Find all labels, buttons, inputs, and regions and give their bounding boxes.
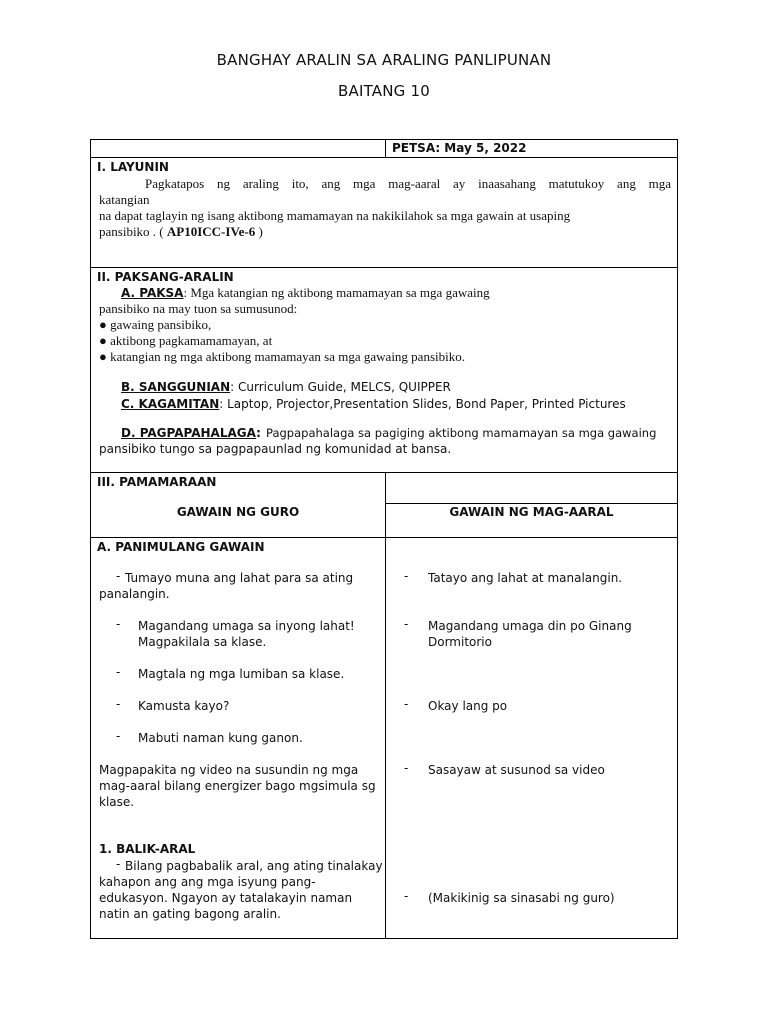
objectives-line-4-end: ) — [255, 224, 263, 239]
references-line — [121, 378, 626, 395]
grade-level: BAITANG 10 — [338, 82, 430, 100]
teacher-dash-1: - — [116, 569, 121, 583]
procedure-heading: III. PAMAMARAAN — [97, 475, 217, 489]
review-heading: 1. BALIK-ARAL — [99, 842, 196, 856]
values-colon: : — [256, 426, 261, 440]
review-line-1: Bilang pagbabalik aral, ang ating tinalakay — [125, 859, 383, 873]
review-line-2: kahapon ang ang mga isyung pang- — [99, 875, 316, 889]
topic-line-2: pansibiko na may tuon sa sumusunod: — [99, 301, 298, 316]
date-row-blank-cell — [91, 140, 386, 157]
competency-code: AP10ICC-IVe-6 — [166, 224, 256, 239]
objectives-section — [91, 158, 677, 268]
teacher-activities-cell — [91, 538, 386, 938]
date-cell: PETSA: May 5, 2022 — [392, 141, 527, 155]
references-label: B. SANGGUNIAN — [121, 380, 231, 394]
procedure-student-header-cell — [386, 503, 677, 537]
review-line-4: natin an gating bagong aralin. — [99, 907, 281, 921]
video-energizer-line-1: Magpapakita ng video na susundin ng mga — [99, 763, 359, 777]
teacher-item-4: Kamusta kayo? — [138, 699, 230, 713]
video-energizer-line-3: klase. — [99, 795, 135, 809]
objectives-heading: I. LAYUNIN — [97, 160, 169, 174]
student-activities-cell — [386, 538, 677, 938]
lesson-plan-table — [90, 139, 678, 939]
video-energizer-line-2: mag-aaral bilang energizer bago mgsimula sg — [99, 779, 376, 793]
objectives-line-4-start: pansibiko . ( — [99, 224, 167, 239]
review-line-3: edukasyon. Ngayon ay tatalakayin naman — [99, 891, 353, 905]
review-dash: - — [116, 857, 121, 871]
student-dash-4: - — [404, 761, 409, 775]
student-item-2: Magandang umaga din po Ginang — [428, 619, 632, 633]
objectives-line-1: Pagkatapos ng araling ito, ang mga mag-aaral ay inaasahang matutukoy ang mga — [145, 176, 671, 191]
teacher-item-3: Magtala ng mga lumiban sa klase. — [138, 667, 345, 681]
student-activity-header: GAWAIN NG MAG-AARAL — [449, 505, 614, 519]
document-title: BANGHAY ARALIN SA ARALING PANLIPUNAN — [216, 51, 552, 69]
student-item-4: Sasayaw at susunod sa video — [428, 763, 605, 777]
subject-matter-section — [91, 268, 677, 473]
student-item-3: Okay lang po — [428, 699, 508, 713]
teacher-item-1: Tumayo muna ang lahat para sa ating — [125, 571, 354, 585]
teacher-dash-5: - — [116, 729, 121, 743]
teacher-dash-4: - — [116, 697, 121, 711]
topic-bullet-3: ● katangian ng mga aktibong mamamayan sa mga gawaing pansibiko. — [99, 349, 465, 364]
topic-bullet-1: ● gawaing pansibiko, — [99, 317, 212, 332]
materials-line — [121, 395, 626, 412]
topic-bullet-2: ● aktibong pagkamamamayan, at — [99, 333, 273, 348]
values-block — [99, 424, 671, 457]
subject-matter-heading: II. PAKSANG-ARALIN — [97, 270, 234, 284]
topic-line — [99, 285, 490, 301]
teacher-item-2: Magandang umaga sa inyong lahat! — [138, 619, 355, 633]
date-row — [91, 140, 677, 158]
student-dash-5: - — [404, 889, 409, 903]
teacher-dash-2: - — [116, 617, 121, 631]
introductory-activities-row — [91, 538, 677, 938]
values-line-2: pansibiko tungo sa pagpapaunlad ng komunidad at bansa. — [99, 442, 452, 456]
teacher-dash-3: - — [116, 665, 121, 679]
student-dash-3: - — [404, 697, 409, 711]
objectives-line-2: katangian — [99, 192, 150, 207]
procedure-teacher-header-cell — [91, 473, 386, 537]
teacher-item-1-cont: panalangin. — [99, 587, 170, 601]
materials-label: C. KAGAMITAN — [121, 397, 220, 411]
values-label: D. PAGPAPAHALAGA — [121, 426, 257, 440]
references-text: : Curriculum Guide, MELCS, QUIPPER — [230, 380, 451, 394]
objectives-line-3: na dapat taglayin ng isang aktibong mamamayan na nakikilahok sa mga gawain at usaping — [99, 208, 571, 223]
topic-text: : Mga katangian ng aktibong mamamayan sa mga gawaing — [183, 285, 490, 300]
teacher-item-5: Mabuti naman kung ganon. — [138, 731, 303, 745]
values-text: Pagpapahalaga sa pagiging aktibong mamamayan sa mga gawaing — [266, 426, 657, 440]
objectives-line-4 — [99, 224, 671, 240]
student-dash-1: - — [404, 569, 409, 583]
student-item-1: Tatayo ang lahat at manalangin. — [428, 571, 623, 585]
student-item-5: (Makikinig sa sinasabi ng guro) — [428, 891, 615, 905]
references-block — [121, 378, 626, 412]
topic-label: A. PAKSA — [121, 286, 184, 300]
student-dash-2: - — [404, 617, 409, 631]
objectives-text — [99, 176, 671, 240]
materials-text: : Laptop, Projector,Presentation Slides, Bond Paper, Printed Pictures — [219, 397, 626, 411]
teacher-activity-header: GAWAIN NG GURO — [176, 505, 300, 519]
student-item-2-cont: Dormitorio — [428, 635, 492, 649]
introductory-heading: A. PANIMULANG GAWAIN — [97, 540, 265, 554]
procedure-header-row — [91, 473, 677, 538]
teacher-item-2-cont: Magpakilala sa klase. — [138, 635, 267, 649]
topic-block — [99, 285, 490, 365]
values-line — [99, 424, 671, 441]
